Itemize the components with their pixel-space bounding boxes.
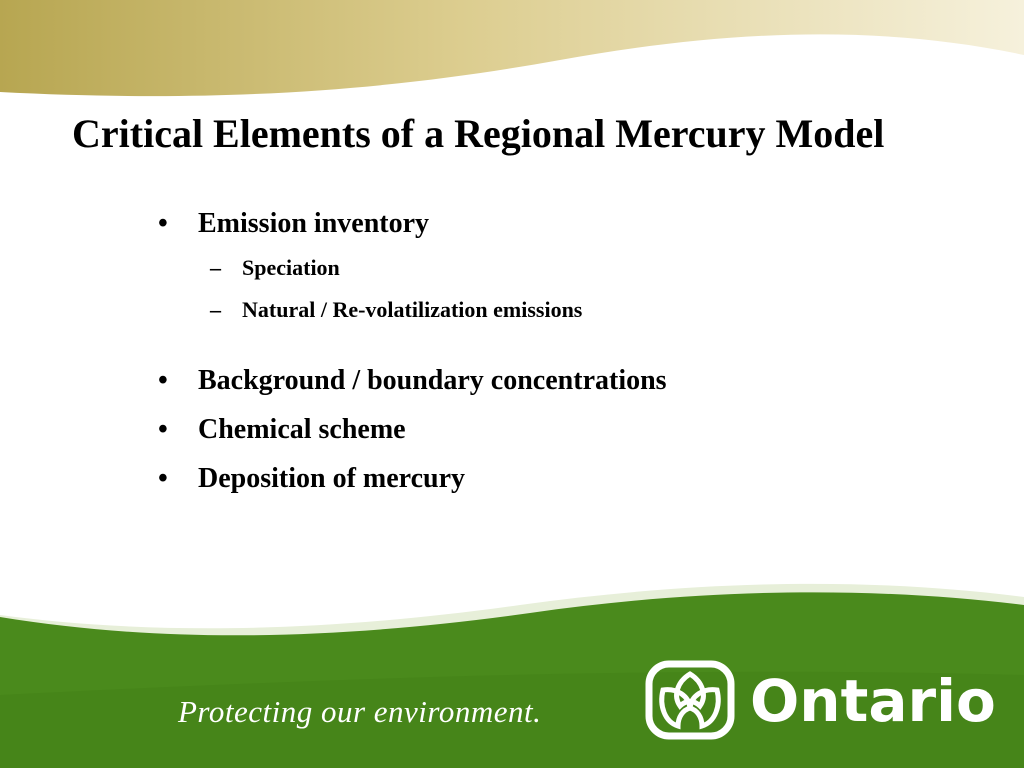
sub-list-item [210, 253, 978, 283]
bullet-marker: • [158, 208, 168, 239]
footer-tagline: Protecting our environment. [178, 694, 542, 729]
bullet-list [158, 204, 978, 508]
top-decorative-band [0, 0, 1024, 110]
list-item [158, 410, 978, 450]
dash-marker: – [210, 297, 221, 322]
bullet-marker: • [158, 414, 168, 445]
list-spacer [158, 337, 978, 361]
list-item-label: Deposition of mercury [198, 463, 465, 494]
slide-title: Critical Elements of a Regional Mercury Model [72, 111, 885, 156]
bullet-marker: • [158, 463, 168, 494]
bullet-marker: • [158, 365, 168, 396]
dash-marker: – [210, 255, 221, 280]
trillium-logo-icon [645, 660, 735, 740]
ontario-wordmark: Ontario [750, 667, 996, 735]
list-item-label: Chemical scheme [198, 414, 406, 445]
list-item-label: Emission inventory [198, 208, 430, 239]
list-item-label: Background / boundary concentrations [198, 365, 667, 396]
sub-list-item-label: Natural / Re-volatilization emissions [242, 297, 583, 322]
list-item [158, 204, 978, 244]
sub-list-item [210, 295, 978, 325]
list-item [158, 361, 978, 401]
list-item [158, 459, 978, 499]
sub-list-item-label: Speciation [242, 255, 340, 280]
